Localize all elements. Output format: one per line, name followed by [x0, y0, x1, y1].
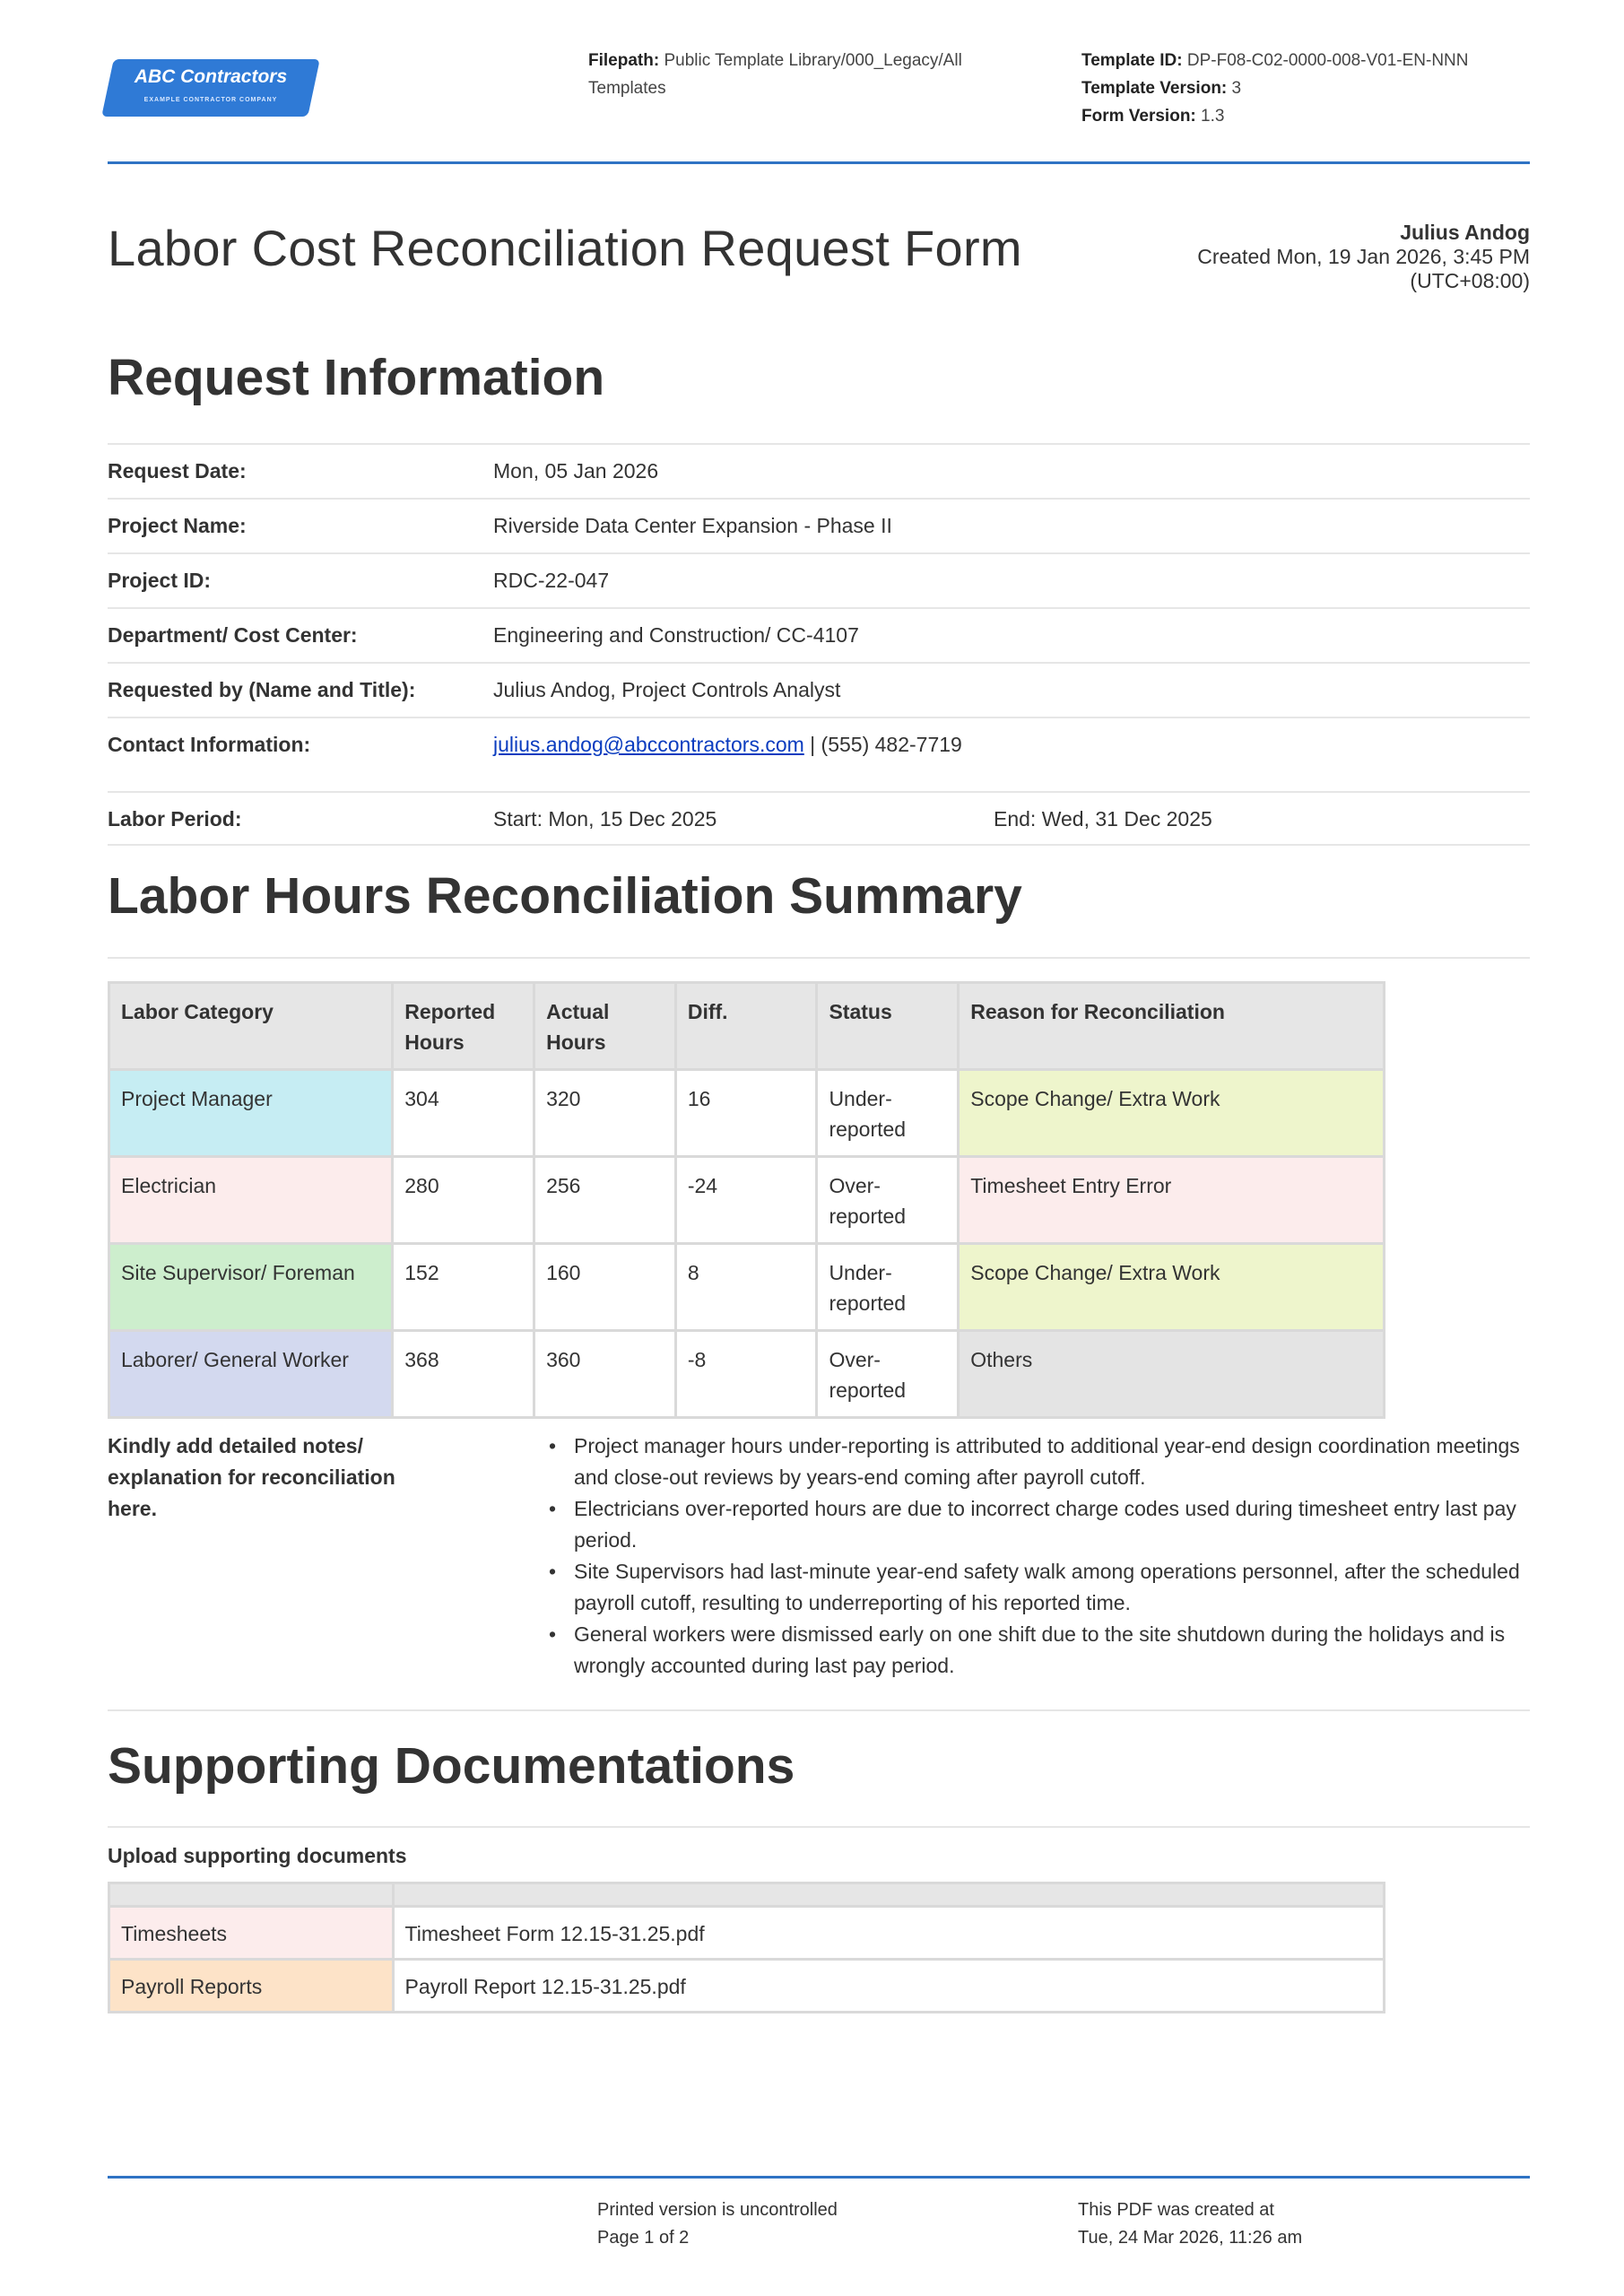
form-version-label: Form Version:: [1081, 107, 1196, 126]
document-file-link[interactable]: Payroll Report 12.15-31.25.pdf: [393, 1960, 1384, 2013]
creator-info: [1099, 221, 1530, 293]
info-label: Project Name:: [108, 514, 247, 537]
column-header: Status: [817, 983, 959, 1070]
reconciliation-table: [108, 981, 1385, 1419]
supporting-divider: [108, 1826, 1530, 1828]
labor-period-start: Start: Mon, 15 Dec 2025: [493, 807, 717, 831]
actual-cell: 360: [534, 1331, 676, 1418]
table-row: [109, 1331, 1385, 1418]
pdf-created-value: Tue, 24 Mar 2026, 11:26 am: [1078, 2228, 1303, 2248]
info-row: [108, 607, 1530, 662]
page-number: Page 1 of 2: [597, 2228, 690, 2248]
category-cell: Site Supervisor/ Foreman: [109, 1244, 393, 1331]
logo-tagline: EXAMPLE CONTRACTOR COMPANY: [143, 97, 278, 103]
logo-brand: ABC Contractors: [134, 66, 288, 87]
table-row: [109, 1157, 1385, 1244]
status-cell: Over-reported: [817, 1157, 959, 1244]
column-header: Reported Hours: [393, 983, 534, 1070]
documents-header-row: [109, 1883, 1385, 1907]
note-item: • Project manager hours under-reporting is attributed to additional year-end design coordination meetings and close-out reviews by years-end coming after payroll cutoff.: [547, 1431, 1533, 1493]
column-header: [109, 1883, 394, 1907]
template-id-label: Template ID:: [1081, 51, 1183, 70]
form-version-value: 1.3: [1201, 107, 1225, 126]
document-type-cell: Payroll Reports: [109, 1960, 394, 2013]
contact-value: [493, 733, 962, 757]
upload-label: Upload supporting documents: [108, 1844, 407, 1867]
supporting-heading: Supporting Documentations: [108, 1737, 795, 1795]
info-value: Engineering and Construction/ CC-4107: [493, 623, 859, 647]
reason-cell: Others: [959, 1331, 1385, 1418]
request-info-heading: Request Information: [108, 349, 605, 406]
category-cell: Project Manager: [109, 1070, 393, 1157]
status-cell: Under-reported: [817, 1244, 959, 1331]
column-header: [393, 1883, 1384, 1907]
document-row: [109, 1960, 1385, 2013]
note-item: • Electricians over-reported hours are due to incorrect charge codes used during timesheet entry last pay period.: [547, 1493, 1533, 1556]
document-row: [109, 1907, 1385, 1960]
info-label: Requested by (Name and Title):: [108, 678, 416, 701]
contact-email-link[interactable]: julius.andog@abccontractors.com: [493, 733, 804, 756]
info-row: [108, 498, 1530, 552]
table-row: [109, 1244, 1385, 1331]
column-header: Diff.: [675, 983, 817, 1070]
table-row: [109, 1070, 1385, 1157]
info-row: [108, 443, 1530, 498]
summary-heading: Labor Hours Reconciliation Summary: [108, 867, 1022, 925]
actual-cell: 256: [534, 1157, 676, 1244]
request-info-table: [108, 443, 1530, 846]
document-type-cell: Timesheets: [109, 1907, 394, 1960]
reason-cell: Scope Change/ Extra Work: [959, 1244, 1385, 1331]
page-footer: [108, 2176, 1530, 2248]
status-cell: Under-reported: [817, 1070, 959, 1157]
documents-table: [108, 1882, 1385, 2013]
status-cell: Over-reported: [817, 1331, 959, 1418]
template-meta: [1081, 47, 1530, 130]
notes-divider: [108, 1709, 1530, 1711]
template-version-value: 3: [1231, 79, 1242, 98]
diff-cell: -24: [675, 1157, 817, 1244]
created-date: Created Mon, 19 Jan 2026, 3:45 PM: [1197, 245, 1530, 268]
company-logo: [108, 59, 314, 117]
labor-period-label: Labor Period:: [108, 807, 242, 831]
info-row: [108, 552, 1530, 607]
pdf-created-label: This PDF was created at: [1078, 2200, 1274, 2220]
reason-cell: Scope Change/ Extra Work: [959, 1070, 1385, 1157]
info-row: [108, 662, 1530, 717]
info-label: Project ID:: [108, 569, 212, 592]
info-value: Riverside Data Center Expansion - Phase II: [493, 514, 892, 537]
footer-right: [1078, 2196, 1526, 2252]
info-value: Mon, 05 Jan 2026: [493, 459, 659, 483]
column-header: Reason for Reconciliation: [959, 983, 1385, 1070]
notes-label: Kindly add detailed notes/ explanation for reconciliation here.: [108, 1434, 395, 1520]
actual-cell: 320: [534, 1070, 676, 1157]
diff-cell: -8: [675, 1331, 817, 1418]
filepath-value: Public Template Library/000_Legacy/All Templates: [588, 51, 962, 98]
reported-cell: 368: [393, 1331, 534, 1418]
filepath-label: Filepath:: [588, 51, 660, 70]
contact-phone: | (555) 482-7719: [803, 733, 962, 756]
reported-cell: 280: [393, 1157, 534, 1244]
info-label: Request Date:: [108, 459, 247, 483]
note-item: • Site Supervisors had last-minute year-end safety walk among operations personnel, after the scheduled payroll cutoff, resulting to underreporting of his reported time.: [547, 1556, 1533, 1619]
template-version-label: Template Version:: [1081, 79, 1228, 98]
diff-cell: 16: [675, 1070, 817, 1157]
footer-left: [597, 2196, 1046, 2252]
reported-cell: 152: [393, 1244, 534, 1331]
contact-row: [108, 717, 1530, 791]
contact-label: Contact Information:: [108, 733, 311, 756]
labor-period-row: [108, 791, 1530, 846]
notes-list: [547, 1431, 1533, 1682]
category-cell: Laborer/ General Worker: [109, 1331, 393, 1418]
column-header: Labor Category: [109, 983, 393, 1070]
info-value: RDC-22-047: [493, 569, 610, 592]
actual-cell: 160: [534, 1244, 676, 1331]
category-cell: Electrician: [109, 1157, 393, 1244]
template-id-value: DP-F08-C02-0000-008-V01-EN-NNN: [1186, 51, 1469, 70]
info-value: Julius Andog, Project Controls Analyst: [493, 678, 841, 701]
summary-divider: [108, 957, 1530, 959]
reported-cell: 304: [393, 1070, 534, 1157]
document-file-link[interactable]: Timesheet Form 12.15-31.25.pdf: [393, 1907, 1384, 1960]
info-label: Department/ Cost Center:: [108, 623, 358, 647]
filepath-meta: [588, 47, 1037, 102]
table-header-row: [109, 983, 1385, 1070]
uncontrolled-note: Printed version is uncontrolled: [597, 2200, 838, 2220]
page-title: Labor Cost Reconciliation Request Form: [108, 220, 1022, 276]
note-item: • General workers were dismissed early on one shift due to the site shutdown during the holidays and is wrongly accounted during last pay period.: [547, 1619, 1533, 1682]
creator-name: Julius Andog: [1400, 221, 1530, 244]
reason-cell: Timesheet Entry Error: [959, 1157, 1385, 1244]
created-timezone: (UTC+08:00): [1410, 269, 1530, 292]
diff-cell: 8: [675, 1244, 817, 1331]
page-header: [108, 43, 1530, 164]
labor-period-end: End: Wed, 31 Dec 2025: [994, 807, 1212, 831]
column-header: Actual Hours: [534, 983, 676, 1070]
